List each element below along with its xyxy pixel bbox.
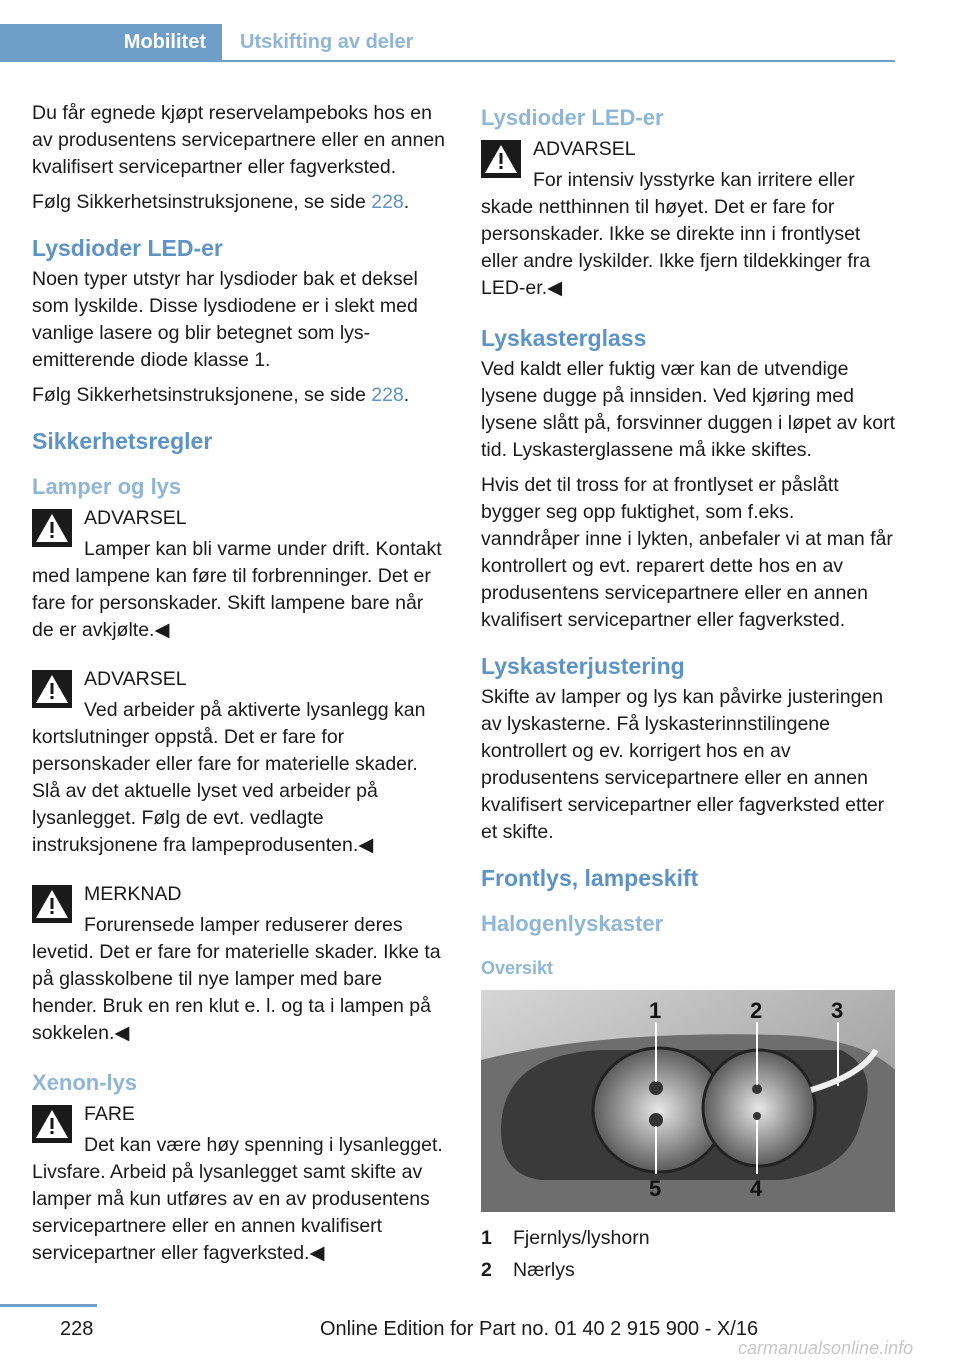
headlight-photo — [481, 990, 895, 1212]
legend-text: Nærlys — [513, 1259, 575, 1281]
heading-adjust: Lyskasterjustering — [481, 653, 685, 679]
warning-block — [32, 666, 450, 859]
footer-divider — [0, 1304, 97, 1307]
notice-label: MERKNAD — [84, 883, 182, 905]
led-paragraph: Noen typer utstyr har lysdioder bak et deksel som lyskilde. Disse lysdiodene er i slekt med vanlige lasere og blir betegnet som lys-emitterende diode klasse 1. — [32, 268, 418, 371]
warning-block — [32, 505, 450, 644]
edition-text: Online Edition for Part no. 01 40 2 915 900 - X/16 — [320, 1318, 759, 1340]
warning-text: Ved arbeider på aktiverte lysanlegg kan kortslutninger oppstå. Det er fare for personskader eller fare for materielle skader. Slå av det aktuelle lyset ved arbeider på lysanlegget. Følg de evt. vedlagte instruksjonene fra lampeprodusenten.◀ — [32, 699, 426, 856]
heading-glass: Lyskasterglass — [481, 325, 647, 351]
warning-label: ADVARSEL — [533, 138, 636, 160]
safety-reference: Følg Sikkerhetsinstruksjonene, se side 228. — [32, 191, 410, 213]
section-tab: Mobilitet — [0, 24, 222, 60]
page-link[interactable]: 228 — [371, 191, 404, 213]
adjust-paragraph: Skifte av lamper og lys kan påvirke justeringen av lyskasterne. Få lyskasterinnstilingene kontrollert og ev. korrigert hos en av produsentens servicepartnere eller en annen kvalifisert servicepartner eller fagverksted etter et skifte. — [481, 686, 885, 843]
photo-label: 3 — [831, 998, 844, 1023]
danger-block — [32, 1101, 450, 1267]
warning-label: ADVARSEL — [84, 507, 187, 529]
legend-number: 2 — [481, 1259, 492, 1281]
heading-led-right: Lysdioder LED-er — [481, 105, 664, 130]
intro-paragraph: Du får egnede kjøpt reservelampeboks hos en av produsentens servicepartnere eller en annen kvalifisert servicepartner eller fagverksted. — [32, 102, 446, 178]
heading-xenon: Xenon-lys — [32, 1070, 138, 1095]
subsection-tab: Utskifting av deler — [240, 30, 414, 53]
notice-text: Forurensede lamper reduserer deres levetid. Det er fare for materielle skader. Ikke ta på glasskolbene til nye lamper med bare hender. Bruk en ren klut e. l. og ta i lampen på sokkelen.◀ — [32, 914, 441, 1044]
left-column — [32, 100, 450, 1289]
photo-label: 4 — [750, 1176, 763, 1201]
legend-item — [481, 1222, 897, 1254]
legend-item — [481, 1254, 897, 1286]
photo-label: 5 — [649, 1176, 662, 1201]
page-header — [0, 24, 895, 62]
safety-reference-2: Følg Sikkerhetsinstruksjonene, se side 228. — [32, 384, 410, 406]
warning-block — [481, 136, 897, 302]
header-divider — [0, 60, 895, 62]
photo-label: 2 — [750, 998, 763, 1023]
glass-paragraph: Ved kaldt eller fuktig vær kan de utvendige lysene dugge på innsiden. Ved kjøring med lysene slått på, forsvinner duggen i løpet av kort tid. Lyskasterglassene må ikke skiftes. — [481, 358, 896, 461]
heading-halogen: Halogenlyskaster — [481, 911, 664, 936]
warning-triangle-icon — [32, 885, 72, 923]
warning-triangle-icon — [32, 670, 72, 708]
legend-text: Fjernlys/lyshorn — [513, 1227, 650, 1249]
page-number: 228 — [60, 1318, 94, 1340]
photo-label: 1 — [649, 998, 662, 1023]
legend-number: 1 — [481, 1227, 492, 1249]
warning-text: For intensiv lysstyrke kan irritere eller skade netthinnen til høyet. Det er fare for personskader. Ikke se direkte inn i frontlyset eller andre lyskilder. Ikke fjern tildekkinger fra LED-er.◀ — [481, 169, 871, 299]
warning-triangle-icon — [32, 1105, 72, 1143]
notice-block — [32, 881, 450, 1047]
danger-label: FARE — [84, 1103, 135, 1125]
right-column — [481, 100, 897, 1286]
warning-triangle-icon — [32, 509, 72, 547]
warning-label: ADVARSEL — [84, 668, 187, 690]
watermark: carmanualsonline.info — [738, 1338, 914, 1358]
page-link-2[interactable]: 228 — [371, 384, 404, 406]
warning-text: Lamper kan bli varme under drift. Kontakt med lampene kan føre til forbrenninger. Det er fare for personskader. Skift lampene bare når de er avkjølte.◀ — [32, 538, 442, 641]
heading-lamps: Lamper og lys — [32, 474, 182, 499]
heading-front: Frontlys, lampeskift — [481, 865, 699, 891]
heading-safety: Sikkerhetsregler — [32, 428, 213, 454]
moisture-paragraph: Hvis det til tross for at frontlyset er påslått bygger seg opp fuktighet, som f.eks. vanndråper inne i lykten, anbefaler vi at man får kontrollert og evt. reparert dette hos en av produsentens servicepartnere eller en annen kvalifisert servicepartner eller fagverksted. — [481, 474, 893, 631]
warning-triangle-icon — [481, 140, 521, 178]
heading-overview: Oversikt — [481, 958, 554, 978]
danger-text: Det kan være høy spenning i lysanlegget. Livsfare. Arbeid på lysanlegget samt skifte av lamper må kun utføres av en av produsentens servicepartnere eller en annen kvalifisert servicepartner eller fagverksted.◀ — [32, 1134, 443, 1264]
heading-led: Lysdioder LED-er — [32, 235, 223, 261]
